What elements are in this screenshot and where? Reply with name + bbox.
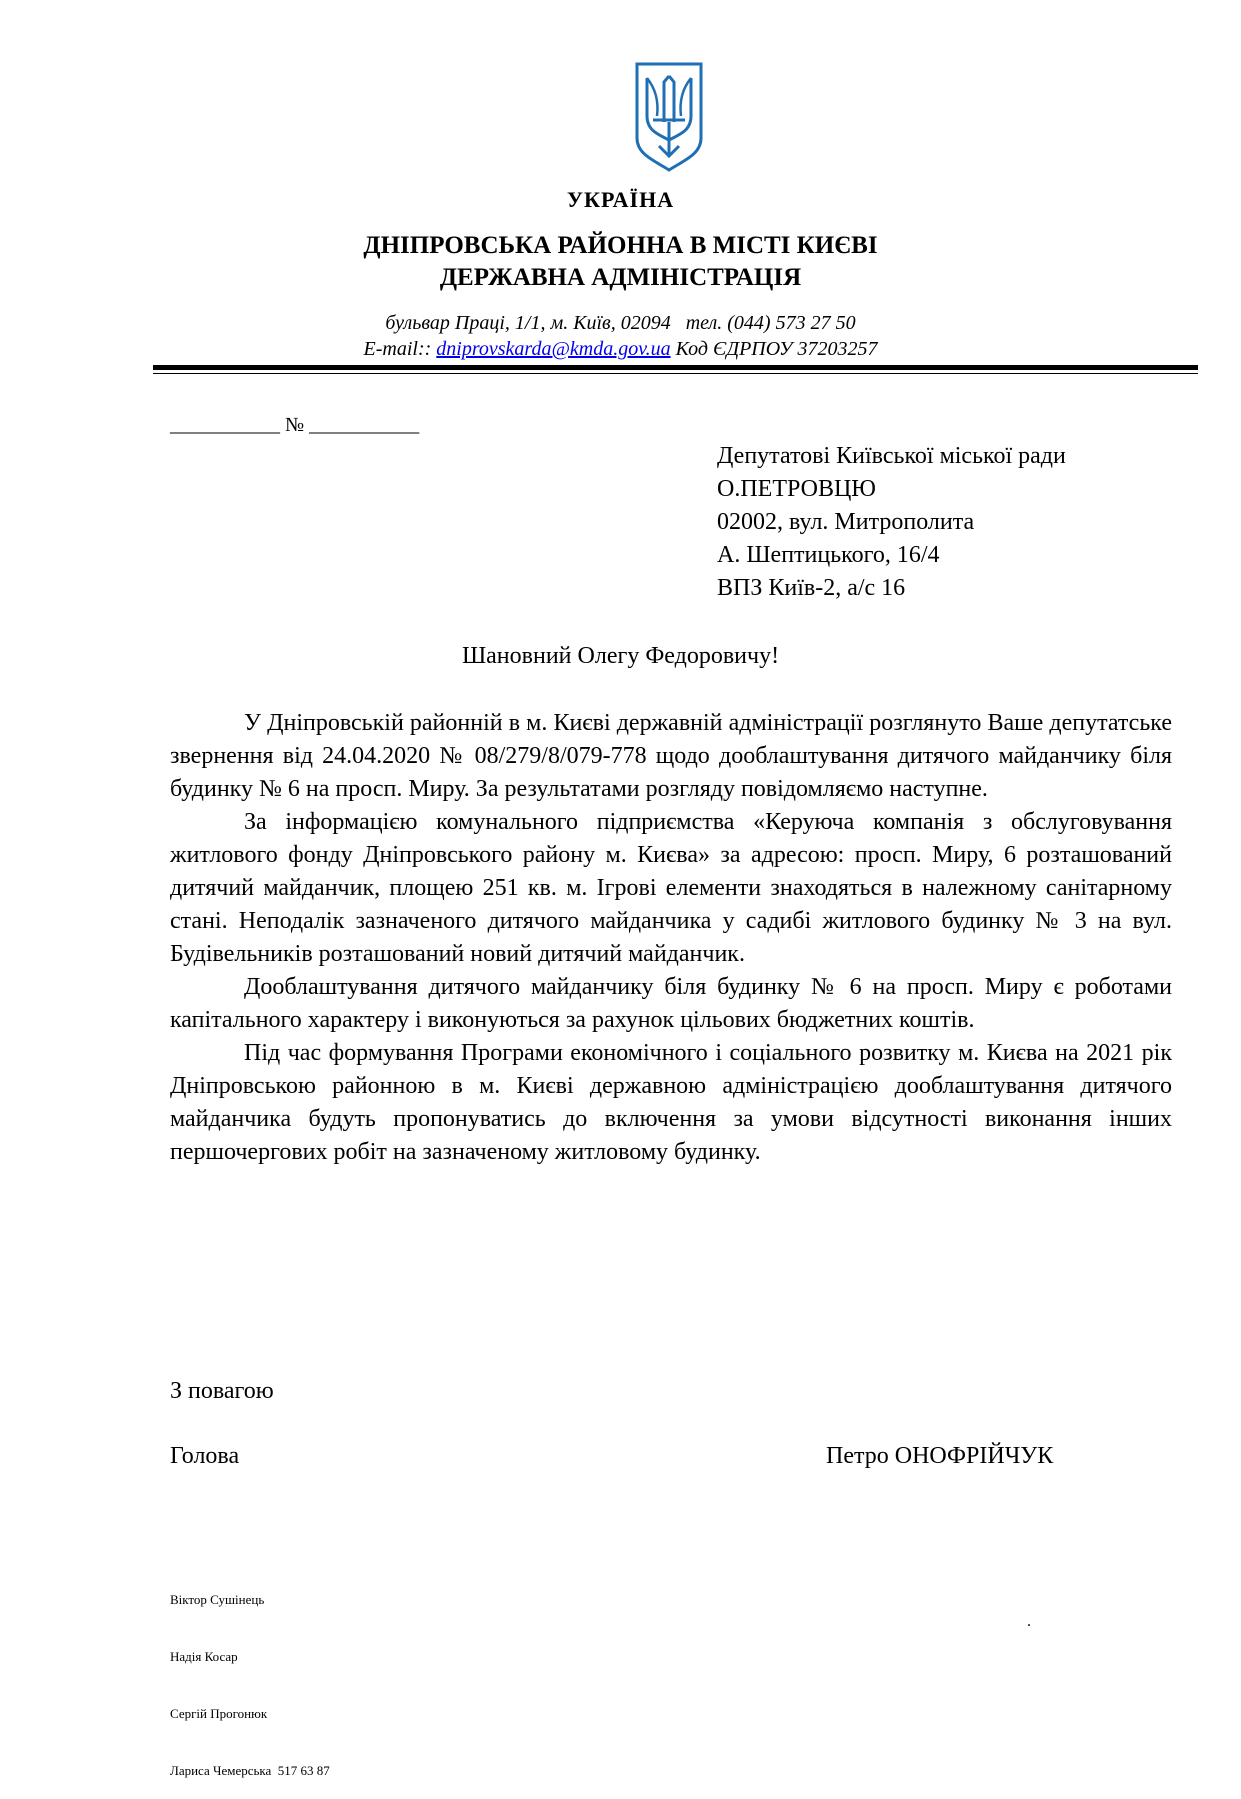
registration-number-line: ___________ № ___________ xyxy=(170,414,420,436)
organization-name-line1: ДНІПРОВСЬКА РАЙОННА В МІСТІ КИЄВІ xyxy=(363,232,878,259)
executor-name: Сергій Прогонюк xyxy=(170,1706,268,1721)
email-link[interactable]: dniprovskarda@kmda.gov.ua xyxy=(436,338,671,360)
signer-position: Голова xyxy=(170,1443,240,1469)
executors-list xyxy=(170,1552,330,1799)
email-label: E-mail:: xyxy=(363,338,432,360)
recipient-line: Депутатові Київської міської ради xyxy=(717,443,1066,469)
salutation: Шановний Олегу Федоровичу! xyxy=(461,643,780,669)
executor-name: Віктор Сушінець xyxy=(170,1592,265,1607)
organization-contacts xyxy=(0,338,1241,361)
recipient-line: О.ПЕТРОВЦЮ xyxy=(717,476,876,502)
organization-name-line2: ДЕРЖАВНА АДМІНІСТРАЦІЯ xyxy=(439,264,802,291)
executor-name: Лариса Чемерська 517 63 87 xyxy=(170,1763,330,1778)
body-paragraph: Під час формування Програми економічного і соціального розвитку м. Києва на 2021 рік Дніпровською районною в м. Києві державною адміністрацією дооблаштування дитячого майданчика будуть пропонуватись до включення за умови відсутності виконання інших першочергових робіт на зазначеному житловому будинку. xyxy=(170,1040,1172,1165)
recipient-line: А. Шептицького, 16/4 xyxy=(717,542,940,568)
page-mark: . xyxy=(1027,1613,1031,1630)
header-divider-thick xyxy=(153,365,1198,370)
recipient-line: ВПЗ Київ-2, а/с 16 xyxy=(717,575,906,601)
recipient-block xyxy=(717,440,1066,605)
trident-coat-of-arms-icon xyxy=(633,60,705,172)
country-name: УКРАЇНА xyxy=(566,187,675,212)
body-paragraph: За інформацією комунального підприємства «Керуюча компанія з обслуговування житлового фонду Дніпровського району м. Києва» за адресою: просп. Миру, 6 розташований дитячий майданчик, площею 251 кв. м. Ігрові елементи знаходяться в належному санітарному стані. Неподалік зазначеного дитячого майданчика у садибі житлового будинку № 3 на вул. Будівельників розташований новий дитячий майданчик. xyxy=(170,809,1172,967)
organization-address: бульвар Праці, 1/1, м. Київ, 02094 тел. (044) 573 27 50 xyxy=(385,312,856,334)
edrpou-code: Код ЄДРПОУ 37203257 xyxy=(675,338,878,360)
letter-body xyxy=(170,707,1172,1169)
signer-name: Петро ОНОФРІЙЧУК xyxy=(826,1443,1054,1469)
executor-name: Надія Косар xyxy=(170,1649,238,1664)
body-paragraph: Дооблаштування дитячого майданчику біля будинку № 6 на просп. Миру є роботами капітального характеру і виконуються за рахунок цільових бюджетних коштів. xyxy=(170,974,1172,1033)
body-paragraph: У Дніпровській районній в м. Києві державній адміністрації розглянуто Ваше депутатське звернення від 24.04.2020 № 08/279/8/079-778 щодо дооблаштування дитячого майданчику біля будинку № 6 на просп. Миру. За результатами розгляду повідомляємо наступне. xyxy=(170,710,1172,802)
closing-phrase: З повагою xyxy=(170,1378,274,1404)
header-divider-thin xyxy=(153,373,1198,374)
recipient-line: 02002, вул. Митрополита xyxy=(717,509,975,535)
